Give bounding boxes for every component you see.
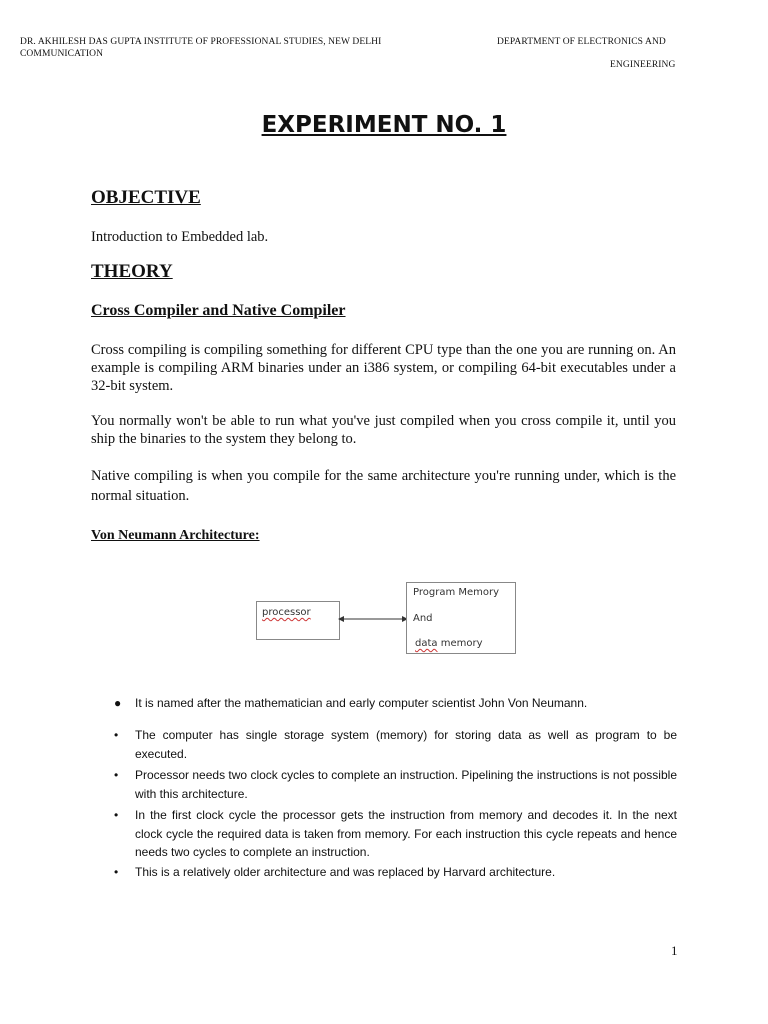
memory-label-line3: data memory (415, 638, 483, 649)
theory-paragraph-1: Cross compiling is compiling something for different CPU type than the one you are running on. An example is compiling ARM binaries under an i386 system, or compiling 64-bit executables under a 32-bit system. (91, 342, 676, 394)
bullet-icon: • (114, 865, 119, 879)
objective-heading: OBJECTIVE (91, 187, 201, 208)
bullet-icon: • (114, 808, 119, 822)
header-communication: COMMUNICATION (20, 49, 104, 59)
bullet-icon: ● (114, 696, 122, 710)
page-title: EXPERIMENT NO. 1 (261, 112, 507, 138)
page-number: 1 (671, 943, 678, 958)
header-institute: DR. AKHILESH DAS GUPTA INSTITUTE OF PROFESSIONAL STUDIES, NEW DELHI (20, 37, 382, 47)
processor-label: processor (262, 607, 311, 618)
objective-text: Introduction to Embedded lab. (91, 229, 269, 245)
theory-paragraph-2: You normally won't be able to run what you've just compiled when you cross compile it, until you ship the binaries to the system they belong to. (91, 413, 676, 447)
list-item: • This is a relatively older architecture and was replaced by Harvard architecture. (135, 863, 677, 882)
von-neumann-heading: Von Neumann Architecture: (91, 528, 260, 543)
bullet-icon: • (114, 768, 119, 782)
list-item: ● It is named after the mathematician and early computer scientist John Von Neumann. (135, 694, 677, 713)
theory-subheading: Cross Compiler and Native Compiler (91, 302, 346, 319)
bullet-icon: • (114, 728, 119, 742)
list-item: • Processor needs two clock cycles to complete an instruction. Pipelining the instructions is not possible with this architecture. (114, 768, 677, 801)
theory-heading: THEORY (91, 261, 173, 282)
memory-label-line2: And (413, 613, 433, 624)
header-department: DEPARTMENT OF ELECTRONICS AND (497, 37, 666, 47)
list-item: • The computer has single storage system (memory) for storing data as well as program to be executed. (114, 728, 677, 761)
memory-label-line1: Program Memory (413, 587, 500, 598)
theory-paragraph-3: Native compiling is when you compile for the same architecture you're running under, which is the normal situation. (91, 468, 676, 504)
list-item: • In the first clock cycle the processor gets the instruction from memory and decodes it. In the next clock cycle the required data is taken from memory. For each instruction this cycle repeats and hence needs two cycles to complete an instruction. (114, 808, 677, 859)
header-engineering: ENGINEERING (610, 60, 676, 70)
